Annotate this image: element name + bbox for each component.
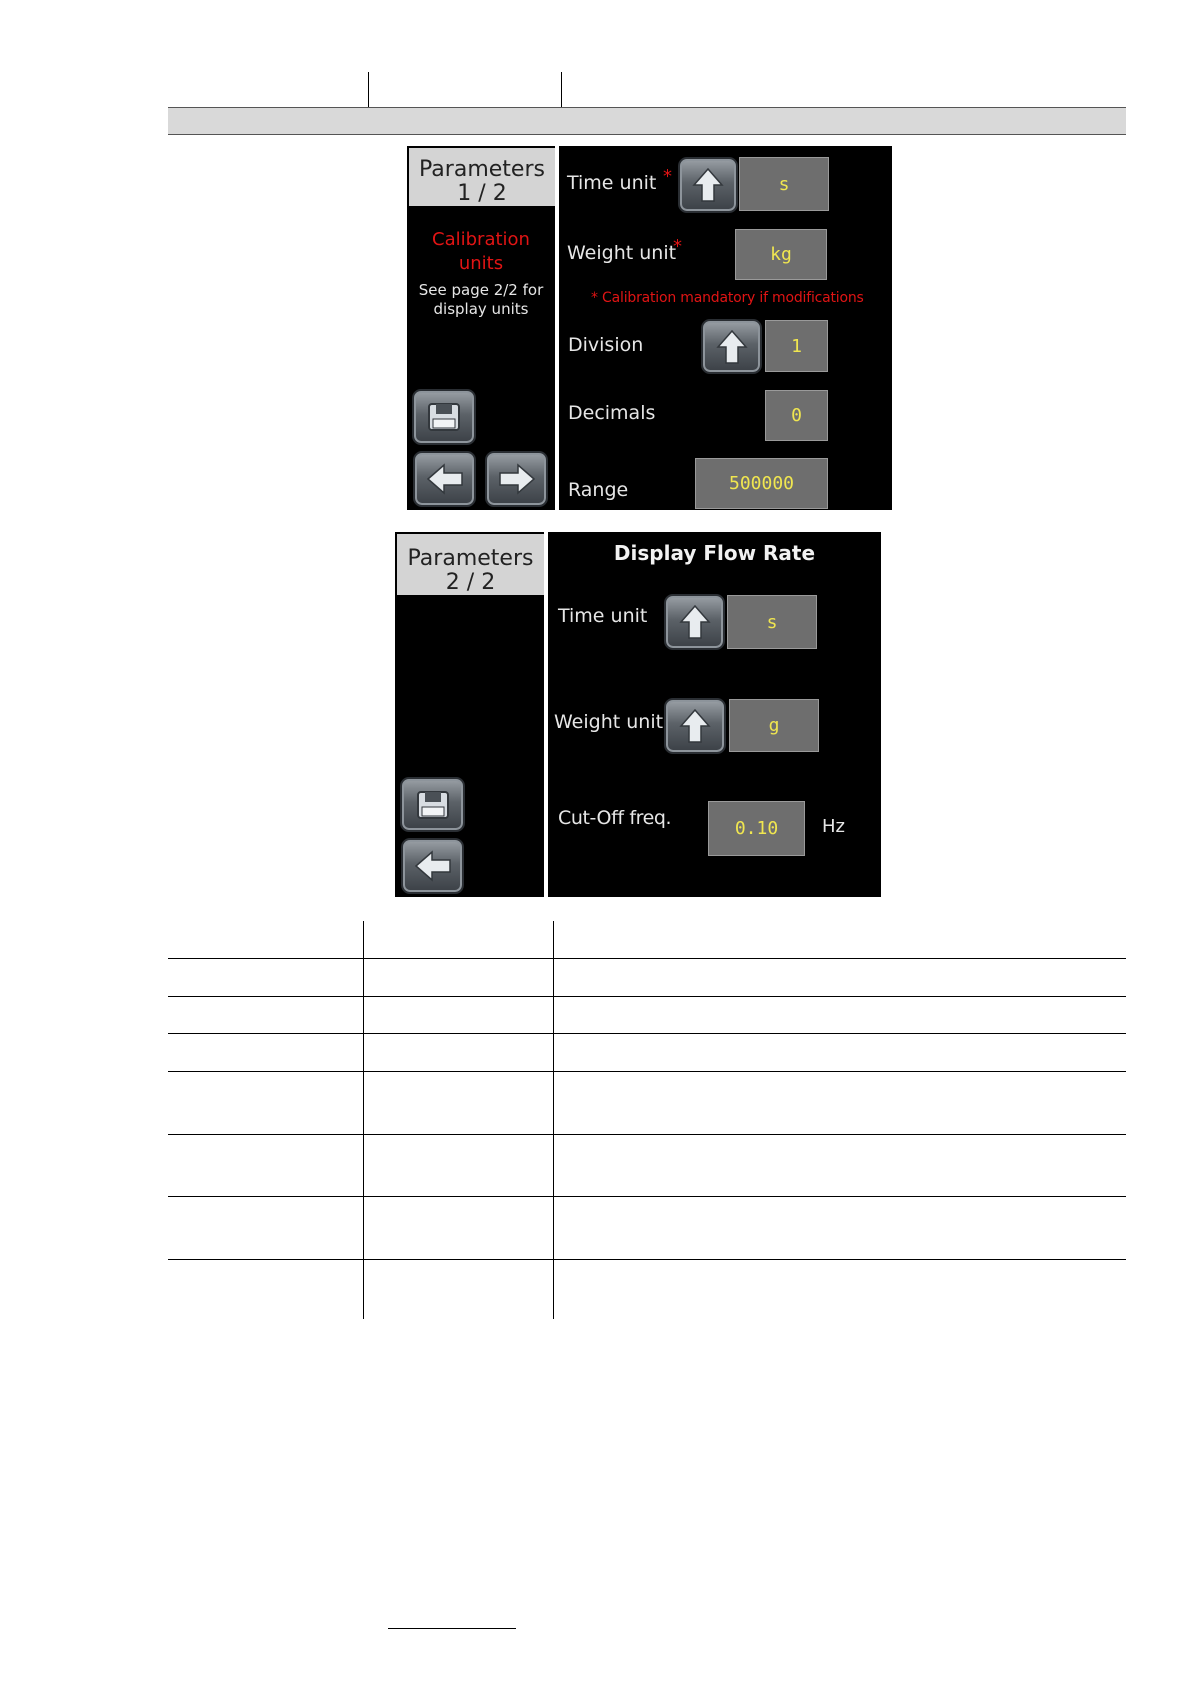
header-divider-2 [561,72,562,108]
cutoff-freq-label: Cut-Off freq. [558,807,672,829]
see-page-note: See page 2/2 for display units [418,281,544,318]
table-row-line [168,958,1126,959]
arrow-left-icon [414,850,452,882]
table-row-line [168,1134,1126,1135]
flow-time-unit-label: Time unit [558,605,648,627]
screen2-tab[interactable] [397,534,544,595]
weight-unit-required-star: * [673,236,682,257]
screen1-tab[interactable] [409,148,555,206]
division-label: Division [568,334,644,356]
footer-line [388,1628,516,1629]
weight-unit-label: Weight unit [567,242,677,264]
screen1-tab-page: 1 / 2 [457,181,507,206]
flow-weight-unit-cycle-button[interactable] [664,698,726,754]
arrow-left-icon [426,463,464,495]
time-unit-cycle-button[interactable] [678,157,738,213]
decimals-value[interactable]: 0 [765,390,828,441]
table-row-line [168,1259,1126,1260]
flow-weight-unit-label: Weight unit [554,711,664,733]
weight-unit-value[interactable]: kg [735,229,827,280]
next-page-button[interactable] [485,451,548,507]
table-row-line [168,1071,1126,1072]
range-value[interactable]: 500000 [695,458,828,509]
table-row-line [168,996,1126,997]
time-unit-required-star: * [663,166,672,187]
save-icon [427,402,461,432]
header-divider-1 [368,72,369,108]
display-flow-rate-header: Display Flow Rate [613,541,816,565]
table-row-line [168,1196,1126,1197]
cutoff-freq-value[interactable]: 0.10 [708,801,805,856]
cutoff-freq-unit: Hz [822,816,845,837]
arrow-up-icon [716,329,748,365]
arrow-up-icon [679,708,711,744]
flow-weight-unit-value[interactable]: g [729,699,819,752]
screen2-tab-title: Parameters [407,546,534,571]
table-row-line [168,1033,1126,1034]
screen2-tab-page: 2 / 2 [445,570,496,595]
calibration-title: Calibration units [432,229,530,274]
arrow-right-icon [498,463,536,495]
previous-page-button[interactable] [413,451,476,507]
flow-time-unit-cycle-button[interactable] [664,594,725,650]
flow-time-unit-value[interactable]: s [727,595,817,649]
previous-page-button[interactable] [401,838,464,894]
range-label: Range [568,479,629,501]
division-cycle-button[interactable] [701,319,762,374]
arrow-up-icon [679,604,711,640]
save-icon [416,790,450,820]
calibration-mandatory-note: * Calibration mandatory if modifications [591,290,864,306]
arrow-up-icon [692,167,724,203]
decimals-label: Decimals [568,402,656,424]
save-button[interactable] [400,777,465,832]
save-button[interactable] [412,389,476,445]
header-grey-bar [168,107,1126,135]
division-value[interactable]: 1 [765,320,828,372]
time-unit-label: Time unit [567,172,657,194]
screen1-tab-title: Parameters [419,157,545,182]
time-unit-value[interactable]: s [739,157,829,211]
